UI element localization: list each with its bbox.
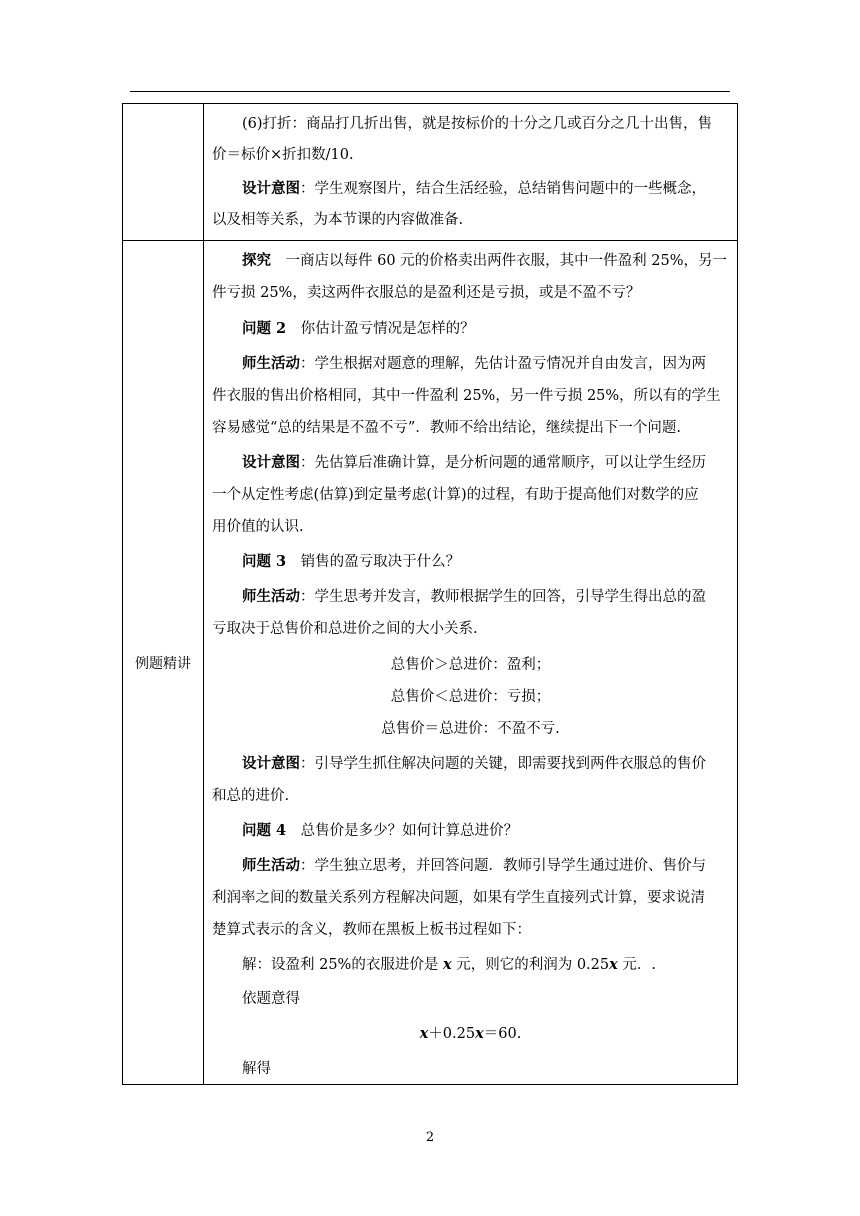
question-label: 问题 3	[242, 553, 287, 570]
text-line: (6)打折：商品打几折出售，就是按标价的十分之几或百分之几十出售，售	[242, 116, 713, 132]
text-line: 用价值的认识.	[212, 519, 304, 535]
text-line: 件衣服的售出价格相同，其中一件盈利 25%，另一件亏损 25%，所以有的学生	[212, 388, 721, 404]
activity-line: 师生活动：学生根据对题意的理解，先估计盈亏情况并自由发言，因为两	[242, 355, 706, 372]
activity-label: 师生活动	[242, 588, 300, 605]
question-label: 问题 4	[242, 822, 287, 839]
text-line: 楚算式表示的含义，教师在黑板上板书过程如下：	[212, 922, 531, 938]
table-row	[123, 104, 737, 241]
text-line: 依题意得	[242, 991, 300, 1007]
question-line: 问题 2 你估计盈亏情况是怎样的？	[242, 320, 475, 337]
design-intent-label: 设计意图	[242, 180, 300, 197]
text-line: 解得	[242, 1061, 271, 1077]
lesson-table	[122, 103, 738, 1085]
activity-label: 师生活动	[242, 355, 300, 372]
question-label: 问题 2	[242, 320, 287, 337]
design-intent-label: 设计意图	[242, 454, 300, 471]
explore-line: 探究 一商店以每件 60 元的价格卖出两件衣服，其中一件盈利 25%，另一	[242, 252, 728, 269]
relation-line: 总售价＜总进价：亏损；	[390, 689, 551, 705]
text-line: 价＝标价×折扣数/10.	[212, 147, 354, 163]
text-line: 利润率之间的数量关系列方程解决问题，如果有学生直接列式计算，要求说清	[212, 890, 705, 906]
relation-line: 总售价＞总进价：盈利；	[390, 657, 551, 673]
text-line: 以及相等关系，为本节课的内容做准备.	[212, 212, 464, 228]
design-intent-line: 设计意图：学生观察图片，结合生活经验，总结销售问题中的一些概念，	[242, 180, 706, 197]
text-line: 件亏损 25%，卖这两件衣服总的是盈利还是亏损，或是不盈不亏？	[212, 285, 641, 301]
text-line: 一个从定性考虑(估算)到定量考虑(计算)的过程，有助于提高他们对数学的应	[212, 487, 699, 503]
header-rule	[130, 91, 730, 92]
text-line: 容易感觉“总的结果是不盈不亏”．教师不给出结论，继续提出下一个问题.	[212, 420, 681, 436]
activity-label: 师生活动	[242, 857, 300, 874]
equation-line: x＋0.25x＝60.	[419, 1025, 522, 1042]
activity-line: 师生活动：学生思考并发言，教师根据学生的回答，引导学生得出总的盈	[242, 588, 706, 605]
explore-label: 探究	[242, 252, 271, 269]
text-line: 亏取决于总售价和总进价之间的大小关系.	[212, 621, 478, 637]
activity-line: 师生活动：学生独立思考，并回答问题．教师引导学生通过进价、售价与	[242, 857, 706, 874]
table-row	[123, 241, 737, 1084]
design-intent-line: 设计意图：引导学生抓住解决问题的关键，即需要找到两件衣服总的售价	[242, 755, 706, 772]
row-content	[204, 104, 737, 240]
relation-line: 总售价＝总进价：不盈不亏.	[381, 721, 560, 737]
question-line: 问题 3 销售的盈亏取决于什么？	[242, 553, 461, 570]
row-label: 例题精讲	[123, 241, 204, 1084]
row-content	[204, 241, 737, 1084]
design-intent-label: 设计意图	[242, 755, 300, 772]
text-line: 和总的进价.	[212, 788, 290, 804]
design-intent-line: 设计意图：先估算后准确计算，是分析问题的通常顺序，可以让学生经历	[242, 454, 706, 471]
page-number: 2	[425, 1130, 435, 1145]
question-line: 问题 4 总售价是多少？如何计算总进价？	[242, 822, 519, 839]
solution-line: 解：设盈利 25%的衣服进价是 x 元，则它的利润为 0.25x 元．.	[242, 956, 656, 973]
row-label	[123, 104, 204, 240]
